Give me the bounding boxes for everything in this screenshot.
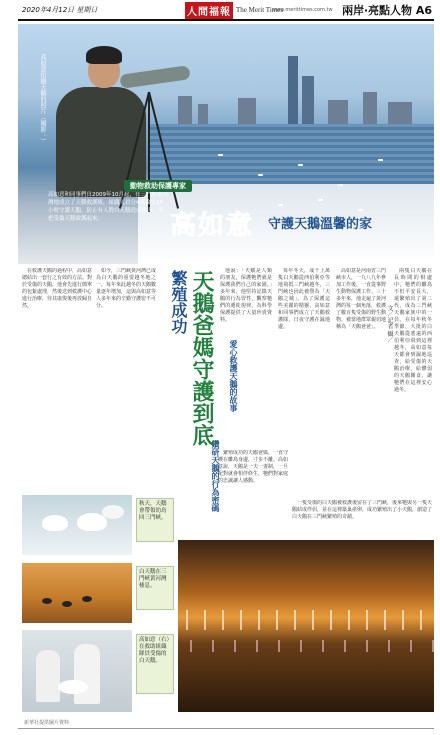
body-column: 他說：「天鵝是人類的朋友，保護牠們就是保護我們自己的家園。」多年來，他堅持記錄天鵝的行為習性，觀察牠們的遷徙規律，為科學保護提供了大量珍貴資料。 (220, 268, 272, 323)
masthead (0, 0, 440, 22)
golden-river-photo (22, 563, 132, 623)
photo-caption: 秋天，天鵝會帶領幼鳥回三門峽。 (136, 498, 174, 542)
section-heading: 愛心救護天鵝的故事 (229, 340, 238, 412)
newspaper-url: www.merittimes.com.tw (272, 7, 333, 13)
photographer-figure (28, 32, 168, 264)
newspaper-logo: 人間福報 (185, 2, 233, 19)
section-page-label: 兩岸‧亮點人物 A6 (342, 4, 432, 17)
issue-date: 2020年4月12日 星期日 (22, 6, 98, 14)
body-column: 在救護天鵝的過程中，高如意總結出一套行之有效的方法。對於受傷的天鵝，他會先進行簡單的包紮處理，然後送到救護中心進行治療，待其康復後再放歸自然。 (22, 268, 92, 309)
body-column: 每年冬天，成千上萬隻白天鵝從西伯利亞等地飛抵三門峽越冬，三門峽也因此被譽為「天鵝之城」。為了保護這些美麗的精靈，高如意和同事們成立了天鵝救護隊，日夜守護在濕地邊。 (278, 268, 330, 330)
newspaper-english-name: The Merit Times (236, 6, 284, 14)
photo-caption: 高如意（右）在救助組織隊員受傷的白天鵝。 (136, 634, 174, 694)
footer-credit: 新華社提供圖片資料 (24, 720, 70, 726)
headline-subtitle: 守護天鵝溫馨的家 (268, 217, 373, 232)
body-column: 高如意是河南省三門峽市人，一九八九年參加工作後，一直從事野生動物保護工作。三十多年來，他走遍了黃河灣的每一個角落，救護了數百隻受傷的野生動物，被當地群眾親切地稱為「天鵝爸爸」。 (336, 268, 386, 330)
photo-caption: 白天鵝在三門峽黃河灣棲息。 (136, 566, 174, 610)
rescue-photo (22, 630, 132, 712)
hero-photo-credit: 高如意拍攝天鵝的照片（攝影：） (39, 54, 46, 144)
body-column: 一隻受傷的白天鵝被救護後留在了三門峽，後來牠與另一隻天鵝結成伴侶，並在這裡築巢產卵，成功繁殖出了小天鵝，創造了白天鵝在三門峽繁殖的奇蹟。 (292, 500, 432, 520)
swans-photo (22, 495, 132, 555)
profile-tag: 動物救助保護專家 (124, 180, 192, 192)
sunset-swans-photo (178, 540, 434, 712)
body-column: 繁殖成功的天鵝爸媽，一直守護在雛鳥身邊，寸步不離。高如意說，天鵝是一夫一妻制，一旦配對就會相伴終生，牠們對家庭的忠誠讓人感動。 (218, 450, 288, 484)
feature-kicker: 繁殖成功 (169, 270, 188, 334)
masthead-rule (18, 19, 434, 21)
hero-caption: 高如意和同事們自2009年10月起，在三門峽黃河灣地成立了天鵝救護隊，組織人員分4班輪流24小時守護天鵝，防止有人對白天鵝造成傷害，並把受傷天鵝救護起來。 (48, 192, 168, 222)
feature-title: 天鵝爸媽守護到底 (189, 270, 214, 446)
bottom-rule (18, 728, 434, 729)
body-column: 兩隻白天鵝在長時間的相處中，牠們的雛鳥不但平安長大，還繁殖出了第二代，成為三門峽天鵝家族中的一員。在每年秋冬季節，大批的白天鵝從遙遠的西伯利亞飛到這裡越冬，高如意每天都會到濕地巡查，給受傷的天鵝治療，給體弱的天鵝餵食，讓牠們在這裡安心過冬。 (394, 268, 432, 393)
body-column: 如今，三門峽黃河灣已成為白天鵝的重要越冬地之一，每年來此越冬的天鵝數量逐年增加，這與高如意等人多年來的辛勤守護密不可分。 (96, 268, 156, 309)
section-heading: 鑽研天鵝的行為密碼 (211, 440, 220, 512)
headline-name: 高如意 (170, 211, 255, 241)
byline: 文／記者 攝／ (386, 305, 393, 343)
city-skyline (168, 54, 428, 126)
